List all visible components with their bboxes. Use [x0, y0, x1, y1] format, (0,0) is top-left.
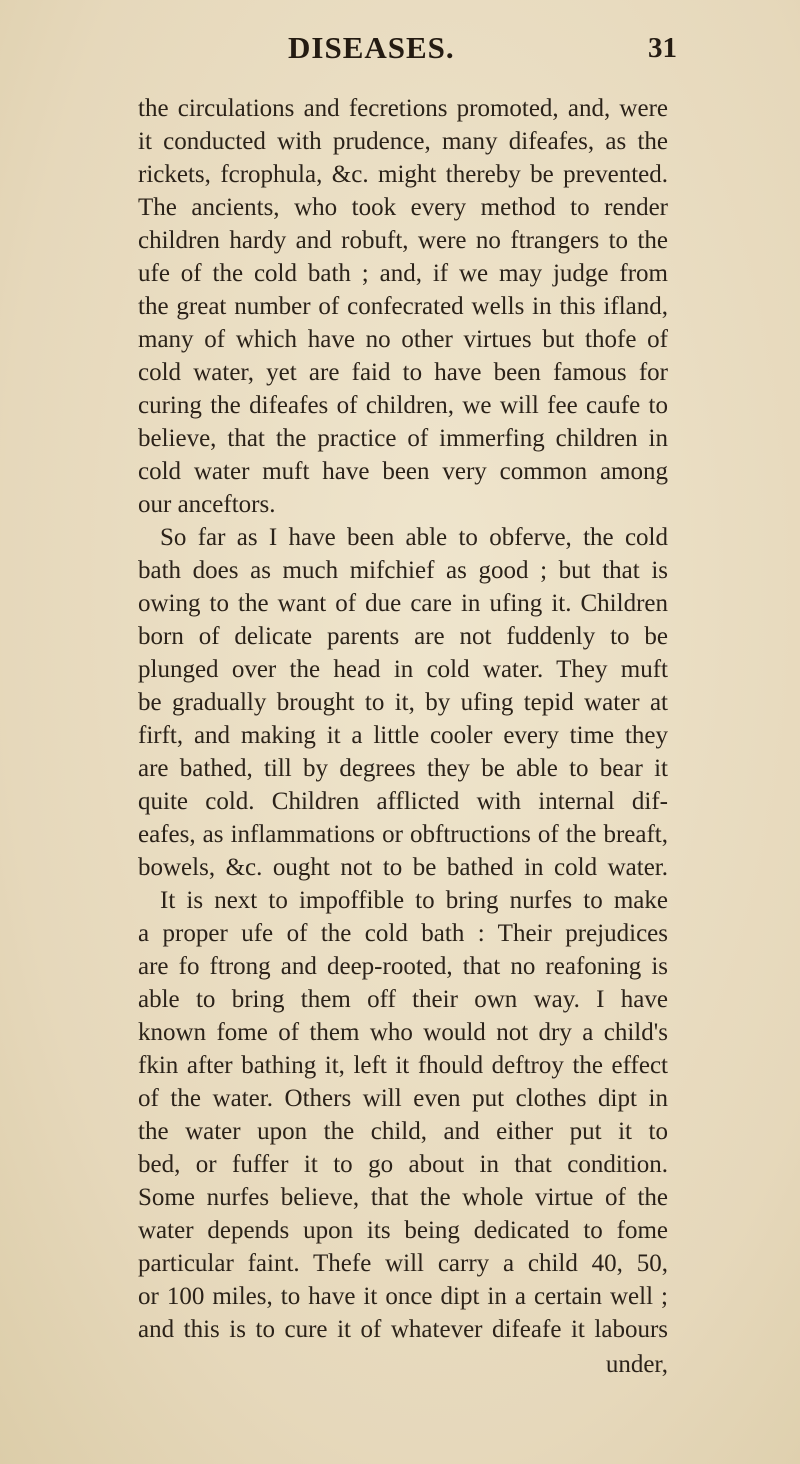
- text-line: or 100 miles, to have it once dipt in a certain well ;: [138, 1283, 668, 1310]
- text-line: rickets, fcrophula, &c. might thereby be prevented.: [138, 161, 668, 188]
- text-line: cold water muft have been very common among: [138, 458, 668, 485]
- text-line: the circulations and fecretions promoted, and, were: [138, 95, 668, 122]
- text-line: firft, and making it a little cooler every time they: [138, 722, 668, 749]
- text-line: owing to the want of due care in ufing it. Children: [138, 590, 668, 617]
- page-number: 31: [648, 32, 677, 64]
- text-line: a proper ufe of the cold bath : Their prejudices: [138, 920, 668, 947]
- text-line: So far as I have been able to obferve, the cold: [160, 524, 668, 551]
- text-line: our anceftors.: [138, 491, 276, 518]
- text-line: particular faint. Thefe will carry a child 40, 50,: [138, 1250, 668, 1277]
- text-line: born of delicate parents are not fuddenly to be: [138, 623, 668, 650]
- text-line: are fo ftrong and deep-rooted, that no reafoning is: [138, 953, 668, 980]
- text-line: it conducted with prudence, many difeafes, as the: [138, 128, 668, 155]
- text-line: quite cold. Children afflicted with internal dif-: [138, 788, 668, 815]
- text-line: ufe of the cold bath ; and, if we may judge from: [138, 260, 668, 287]
- text-line: water depends upon its being dedicated to fome: [138, 1217, 668, 1244]
- text-line: are bathed, till by degrees they be able to bear it: [138, 755, 668, 782]
- text-line: the water upon the child, and either put it to: [138, 1118, 668, 1145]
- text-line: be gradually brought to it, by ufing tepid water at: [138, 689, 668, 716]
- text-line: and this is to cure it of whatever difeafe it labours: [138, 1316, 668, 1343]
- text-line: able to bring them off their own way. I have: [138, 986, 668, 1013]
- text-line: children hardy and robuft, were no ftrangers to the: [138, 227, 668, 254]
- running-title: DISEASES.: [288, 30, 455, 65]
- text-line: many of which have no other virtues but thofe of: [138, 326, 668, 353]
- text-line: bowels, &c. ought not to be bathed in cold water.: [138, 854, 668, 881]
- text-line: eafes, as inflammations or obftructions of the breaft,: [138, 821, 668, 848]
- catchword: under,: [605, 1351, 668, 1378]
- text-line: bed, or fuffer it to go about in that condition.: [138, 1151, 668, 1178]
- text-line: believe, that the practice of immerfing children in: [138, 425, 668, 452]
- text-line: The ancients, who took every method to render: [138, 194, 668, 221]
- text-line: cold water, yet are faid to have been famous for: [138, 359, 668, 386]
- text-line: It is next to impoffible to bring nurfes to make: [160, 887, 668, 914]
- text-line: plunged over the head in cold water. They muft: [138, 656, 668, 683]
- text-line: Some nurfes believe, that the whole virtue of the: [138, 1184, 668, 1211]
- running-head: [0, 24, 800, 74]
- text-line: curing the difeafes of children, we will fee caufe to: [138, 392, 668, 419]
- text-line: fkin after bathing it, left it fhould deftroy the effect: [138, 1052, 668, 1079]
- text-line: known fome of them who would not dry a child's: [138, 1019, 668, 1046]
- text-line: bath does as much mifchief as good ; but that is: [138, 557, 668, 584]
- text-line: of the water. Others will even put clothes dipt in: [138, 1085, 668, 1112]
- text-line: the great number of confecrated wells in this ifland,: [138, 293, 668, 320]
